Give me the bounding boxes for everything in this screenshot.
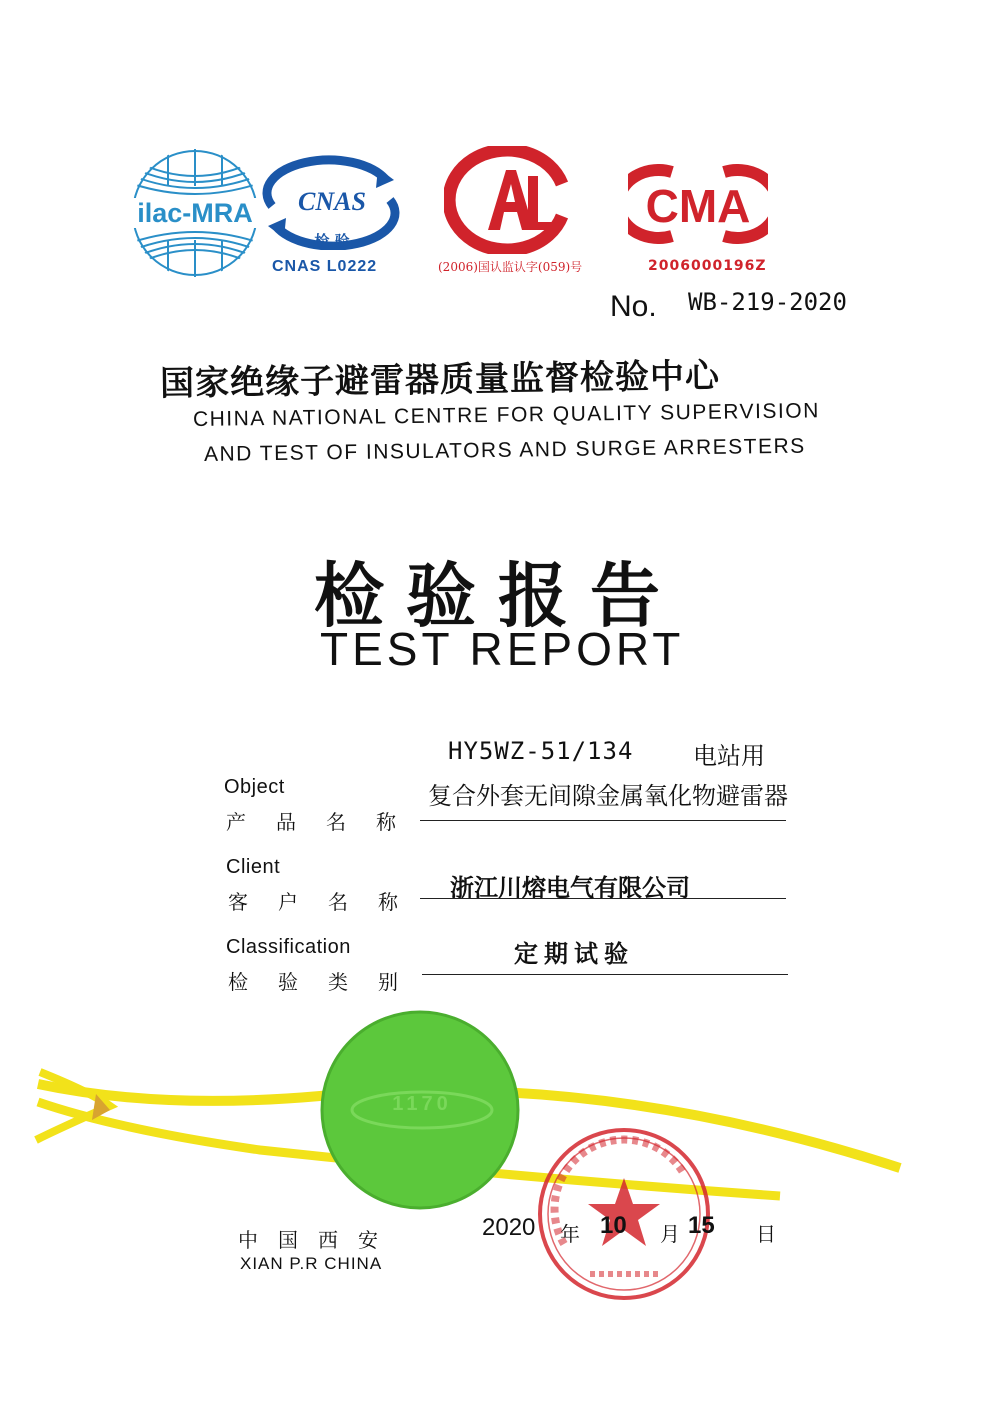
cnas-mark-text: CNAS [298,187,366,216]
organization-name-en-line2: AND TEST OF INSULATORS AND SURGE ARRESTERS [203,434,806,466]
date-year: 2020 [482,1214,536,1241]
date-day-unit: 日 [756,1222,776,1246]
date-month-unit: 月 [660,1222,680,1246]
date-year-unit: 年 [560,1222,580,1246]
report-title-en: TEST REPORT [320,623,685,675]
cnas-logo [262,150,400,250]
ilac-mra-text: ilac-MRA [137,198,253,228]
cal-logo [444,146,574,254]
cma-mark-text: CMA [645,180,751,232]
cal-caption: (2006)国认监认字(059)号 [438,260,583,274]
cal-mark-text: CAL [444,146,446,147]
object-model: HY5WZ-51/134 [448,737,634,765]
cma-logo [628,164,768,244]
report-title-cn: 检验报告 [314,555,682,637]
client-label-cn: 客户名称 [228,890,428,914]
date-day: 15 [688,1212,715,1239]
ribbon-and-wax-seal [0,1010,1000,1220]
report-no-value: WB-219-2020 [688,288,847,316]
cma-caption: 2006000196Z [648,258,767,274]
ilac-mra-logo [128,146,262,280]
organization-name-en-line1: CHINA NATIONAL CENTRE FOR QUALITY SUPERVISION [192,399,820,431]
cnas-caption: CNAS L0222 [272,258,378,275]
client-label-en: Client [226,856,281,878]
client-value: 浙江川熔电气有限公司 [450,874,690,902]
object-value-line1-suffix: 电站用 [693,742,765,770]
classification-value-underline [422,974,788,975]
object-value-underline [420,820,786,821]
organization-name-cn: 国家绝缘子避雷器质量监督检验中心 [159,356,721,404]
date-month: 10 [600,1212,627,1239]
location-cn: 中国西安 [238,1228,398,1252]
wax-seal-text: 1170 [392,1093,452,1115]
cnas-sub-text: 检 验 [314,232,350,250]
object-label-en: Object [224,776,285,798]
classification-label-cn: 检验类别 [228,970,428,994]
classification-value: 定期试验 [514,940,634,968]
location-en: XIAN P.R CHINA [240,1254,383,1273]
object-label-cn: 产品名称 [226,810,426,834]
report-no-label: No. [610,290,657,323]
classification-label-en: Classification [226,936,351,958]
client-value-underline [420,898,786,899]
object-value-line2: 复合外套无间隙金属氧化物避雷器 [428,782,788,810]
